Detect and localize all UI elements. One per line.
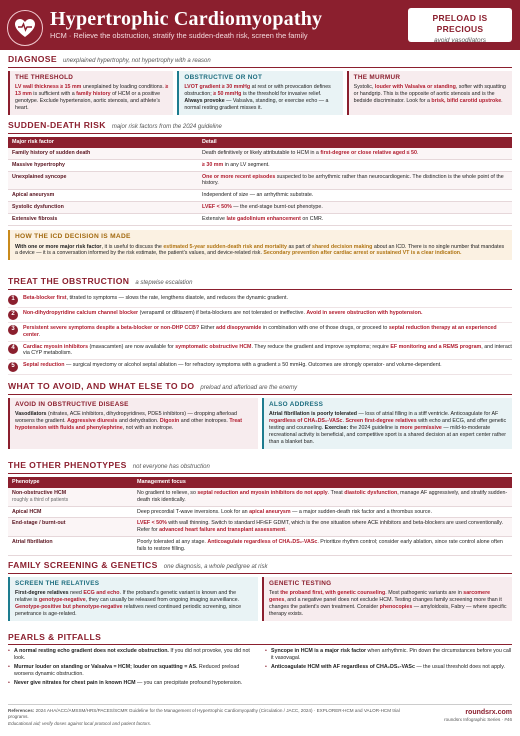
section-heading: SUDDEN-DEATH RISK bbox=[8, 120, 106, 130]
icd-decision-box: HOW THE ICD DECISION IS MADE With one or more major risk factor, it is useful to discuss the estimated 5-year sudden-death risk and mortality as part of shared decision making about an ICD. There is no single number that mandates a device — it is a conversation informed by the risk estimate, the patient’s values, and device-related risk. Secondary prevention after cardiac arrest or sustained VT is a clear indication. bbox=[8, 230, 512, 260]
step-number: 5 bbox=[8, 362, 18, 372]
table-row: Massive hypertrophy ≥ 30 mm in any LV segment. bbox=[8, 159, 512, 171]
table-header-row bbox=[8, 477, 512, 488]
table-row: End-stage / burnt-out LVEF < 50% with wall thinning. Switch to standard HFrEF GDMT, which is the one situation where ACE inhibitors and beta-blockers are used conventionally. Refer for advanced heart failure and transplant assessment. bbox=[8, 518, 512, 537]
column-header: Management focus bbox=[133, 477, 512, 488]
list-item: • Never give nitrates for chest pain in known HCM — you can precipitate profound hypotension. bbox=[8, 680, 255, 687]
section-family bbox=[8, 560, 512, 621]
table-row: Non-obstructive HCM roughly a third of patients No gradient to relieve, so septal reduction and myosin inhibitors do not apply. Treat diastolic dysfunction, manage AF aggressively, and stratify sudden-death risk identically. bbox=[8, 488, 512, 506]
table-row: Extensive fibrosis Extensive late gadolinium enhancement on CMR. bbox=[8, 214, 512, 226]
section-sudden-death-risk bbox=[8, 120, 512, 260]
section-heading: THE OTHER PHENOTYPES bbox=[8, 460, 127, 470]
page-subtitle: HCM · Relieve the obstruction, stratify the sudden-death risk, screen the family bbox=[50, 31, 308, 40]
card-threshold: THE THRESHOLD LV wall thickness ≥ 15 mm unexplained by loading conditions. ≥ 13 mm is sufficient with a family history of HCM or a positive genotype. Exclude hypertension, aortic stenosis, and athlete’s heart. bbox=[8, 71, 173, 115]
section-heading: FAMILY SCREENING & GENETICS bbox=[8, 560, 158, 570]
step-number: 3 bbox=[8, 325, 18, 335]
table-row: Apical aneurysm Independent of size — an arrhythmic substrate. bbox=[8, 190, 512, 202]
list-item: 5 Septal reduction — surgical myectomy or alcohol septal ablation — for refractory symptoms with a gradient ≥ 50 mmHg. Outcomes are strongly operator- and volume-dependent. bbox=[8, 360, 512, 375]
icd-title: HOW THE ICD DECISION IS MADE bbox=[15, 232, 131, 240]
card-genetic-testing: GENETIC TESTING Test the proband first, with genetic counseling. Most pathogenic variants are in sarcomere genes, and a negative panel does not exclude HCM. Testing changes family screening more than it changes the patient’s own treatment. Consider phenocopies — amyloidosis, Fabry — where specific therapy exists. bbox=[262, 577, 512, 621]
section-phenotypes bbox=[8, 460, 512, 556]
footer bbox=[8, 704, 512, 727]
section-pearls bbox=[8, 632, 512, 689]
section-treat bbox=[8, 276, 512, 375]
section-diagnose bbox=[8, 54, 512, 115]
card-title: OBSTRUCTIVE OR NOT bbox=[184, 73, 263, 81]
disclaimer: Educational aid; verify doses against local protocol and patient factors. bbox=[8, 720, 152, 726]
card-also-address: ALSO ADDRESS Atrial fibrillation is poorly tolerated — loss of atrial filling in a stiff ventricle. Anticoagulate for AF regardless of CHA₂DS₂-VASc. Screen first-degree relatives with echo and ECG, and offer genetic testing and counseling. Exercise: the 2024 guideline is more permissive — mild-to-moderate recreational activity is beneficial, and competitive sport is a shared decision at an expert center rather than a blanket ban. bbox=[262, 398, 512, 449]
logo bbox=[7, 10, 43, 46]
site-link[interactable]: roundsrx.com bbox=[465, 709, 512, 716]
list-item: 2 Non-dihydropyridine calcium channel blocker (verapamil or diltiazem) if beta-blockers are not tolerated or ineffective. Avoid in severe obstruction with hypotension. bbox=[8, 308, 512, 323]
column-header: Phenotype bbox=[8, 477, 133, 488]
card-title: GENETIC TESTING bbox=[269, 579, 332, 587]
section-subheading: one diagnosis, a whole pedigree at risk bbox=[163, 564, 268, 570]
table-row: Apical HCM Deep precordial T-wave inversions. Look for an apical aneurysm — a major sudden-death risk factor and a thrombus source. bbox=[8, 506, 512, 518]
header-banner bbox=[0, 0, 520, 50]
card-murmur: THE MURMUR Systolic, louder with Valsalva or standing, softer with squatting or handgrip. This is the opposite of aortic stenosis and is the bedside discriminator. Look for a brisk, bifid carotid upstroke. bbox=[347, 71, 512, 115]
brand bbox=[444, 708, 512, 723]
list-item: 1 Beta-blocker first, titrated to symptoms — slows the rate, lengthens diastole, and reduces the dynamic gradient. bbox=[8, 293, 512, 308]
section-avoid bbox=[8, 381, 512, 449]
list-item: 3 Persistent severe symptoms despite a beta-blocker or non-DHP CCB? Either add disopyramide in combination with one of those drugs, or proceed to septal reduction therapy at an experienced center. bbox=[8, 323, 512, 342]
step-number: 1 bbox=[8, 295, 18, 305]
card-title: AVOID IN OBSTRUCTIVE DISEASE bbox=[15, 400, 129, 408]
section-subheading: major risk factors from the 2024 guideline bbox=[111, 124, 222, 130]
references: References: 2024 AHA/ACC/AMSSM/HRS/PACES/SCMR Guideline for the Management of Hypertrophic Cardiomyopathy (Circulation / JACC, 2024) · EXPLORER-HCM and VALOR-HCM trial programs. bbox=[8, 708, 400, 719]
card-title: THE THRESHOLD bbox=[15, 73, 74, 81]
callout-title: PRELOAD IS PRECIOUS bbox=[432, 13, 488, 35]
pearls-right-list bbox=[265, 648, 512, 688]
step-number: 4 bbox=[8, 344, 18, 354]
card-screen-relatives: SCREEN THE RELATIVES First-degree relatives need ECG and echo. If the proband’s genetic variant is known and the relative is genotype-negative, they can usually be released from ongoing imaging surveillance. Genotype-positive but phenotype-negative relatives need continued periodic screening, since penetrance is age-related. bbox=[8, 577, 258, 621]
section-heading: DIAGNOSE bbox=[8, 54, 58, 64]
card-title: THE MURMUR bbox=[353, 73, 401, 81]
risk-table bbox=[8, 137, 512, 226]
column-header: Detail bbox=[198, 137, 512, 148]
card-title: SCREEN THE RELATIVES bbox=[15, 579, 100, 587]
card-avoid: AVOID IN OBSTRUCTIVE DISEASE Vasodilators (nitrates, ACE inhibitors, dihydropyridines, PDE5 inhibitors) — dropping afterload worsens the gradient. Aggressive diuresis and dehydration. Digoxin and other inotropes. Treat hypotension with fluids and phenylephrine, not with an inotrope. bbox=[8, 398, 258, 449]
list-item: 4 Cardiac myosin inhibitors (mavacamten) are now available for symptomatic obstructive HCM. They reduce the gradient and improve symptoms; require EF monitoring and a REMS program, and interact via CYP metabolism. bbox=[8, 342, 512, 361]
card-title: ALSO ADDRESS bbox=[269, 400, 324, 408]
table-row: Family history of sudden death Death definitively or likely attributable to HCM in a first-degree or close relative aged ≤ 50. bbox=[8, 148, 512, 159]
section-heading: TREAT THE OBSTRUCTION bbox=[8, 276, 130, 286]
section-heading: WHAT TO AVOID, AND WHAT ELSE TO DO bbox=[8, 381, 195, 391]
list-item: • Murmur louder on standing or Valsalva = HCM; louder on squatting = AS. Reduced preload worsens dynamic obstruction. bbox=[8, 664, 255, 678]
section-subheading: a stepwise escalation bbox=[135, 280, 193, 286]
callout-box bbox=[408, 8, 512, 45]
series-label: roundsrx Infographic Series · #46 bbox=[444, 717, 512, 723]
step-number: 2 bbox=[8, 310, 18, 320]
table-row: Unexplained syncope One or more recent episodes suspected to be arrhythmic rather than neurocardiogenic. The distinction is the whole point of the history. bbox=[8, 171, 512, 190]
list-item: • Anticoagulate HCM with AF regardless of CHA₂DS₂-VASc — the usual threshold does not apply. bbox=[265, 664, 512, 671]
list-item: • Syncope in HCM is a major risk factor when arrhythmic. Pin down the circumstances before you call it vasovagal. bbox=[265, 648, 512, 662]
column-header: Major risk factor bbox=[8, 137, 198, 148]
section-heading: PEARLS & PITFALLS bbox=[8, 632, 102, 642]
phenotype-table bbox=[8, 477, 512, 556]
pearls-left-list bbox=[8, 648, 255, 688]
table-header-row bbox=[8, 137, 512, 148]
card-obstructive: OBSTRUCTIVE OR NOT LVOT gradient ≥ 30 mmHg at rest or with provocation defines obstruction; ≥ 50 mmHg is the threshold for invasive relief. Always provoke — Valsalva, standing, or exercise echo — a normal resting gradient misses it. bbox=[177, 71, 342, 115]
page-title: Hypertrophic Cardiomyopathy bbox=[50, 8, 323, 30]
step-list bbox=[8, 293, 512, 376]
list-item: • A normal resting echo gradient does not exclude obstruction. If you did not provoke, you did not look. bbox=[8, 648, 255, 662]
heart-icon bbox=[13, 16, 37, 40]
table-row: Systolic dysfunction LVEF < 50% — the end-stage burnt-out phenotype. bbox=[8, 202, 512, 214]
callout-subtitle: avoid vasodilators bbox=[433, 37, 487, 45]
section-subheading: not everyone has obstruction bbox=[132, 464, 210, 470]
section-subheading: unexplained hypertrophy, not hypertrophy with a reason bbox=[63, 58, 211, 64]
section-subheading: preload and afterload are the enemy bbox=[200, 385, 298, 391]
table-row: Atrial fibrillation Poorly tolerated at any stage. Anticoagulate regardless of CHA₂DS₂-VASc. Prioritize rhythm control; consider early ablation, since rate control alone often fails to restore filling. bbox=[8, 537, 512, 556]
